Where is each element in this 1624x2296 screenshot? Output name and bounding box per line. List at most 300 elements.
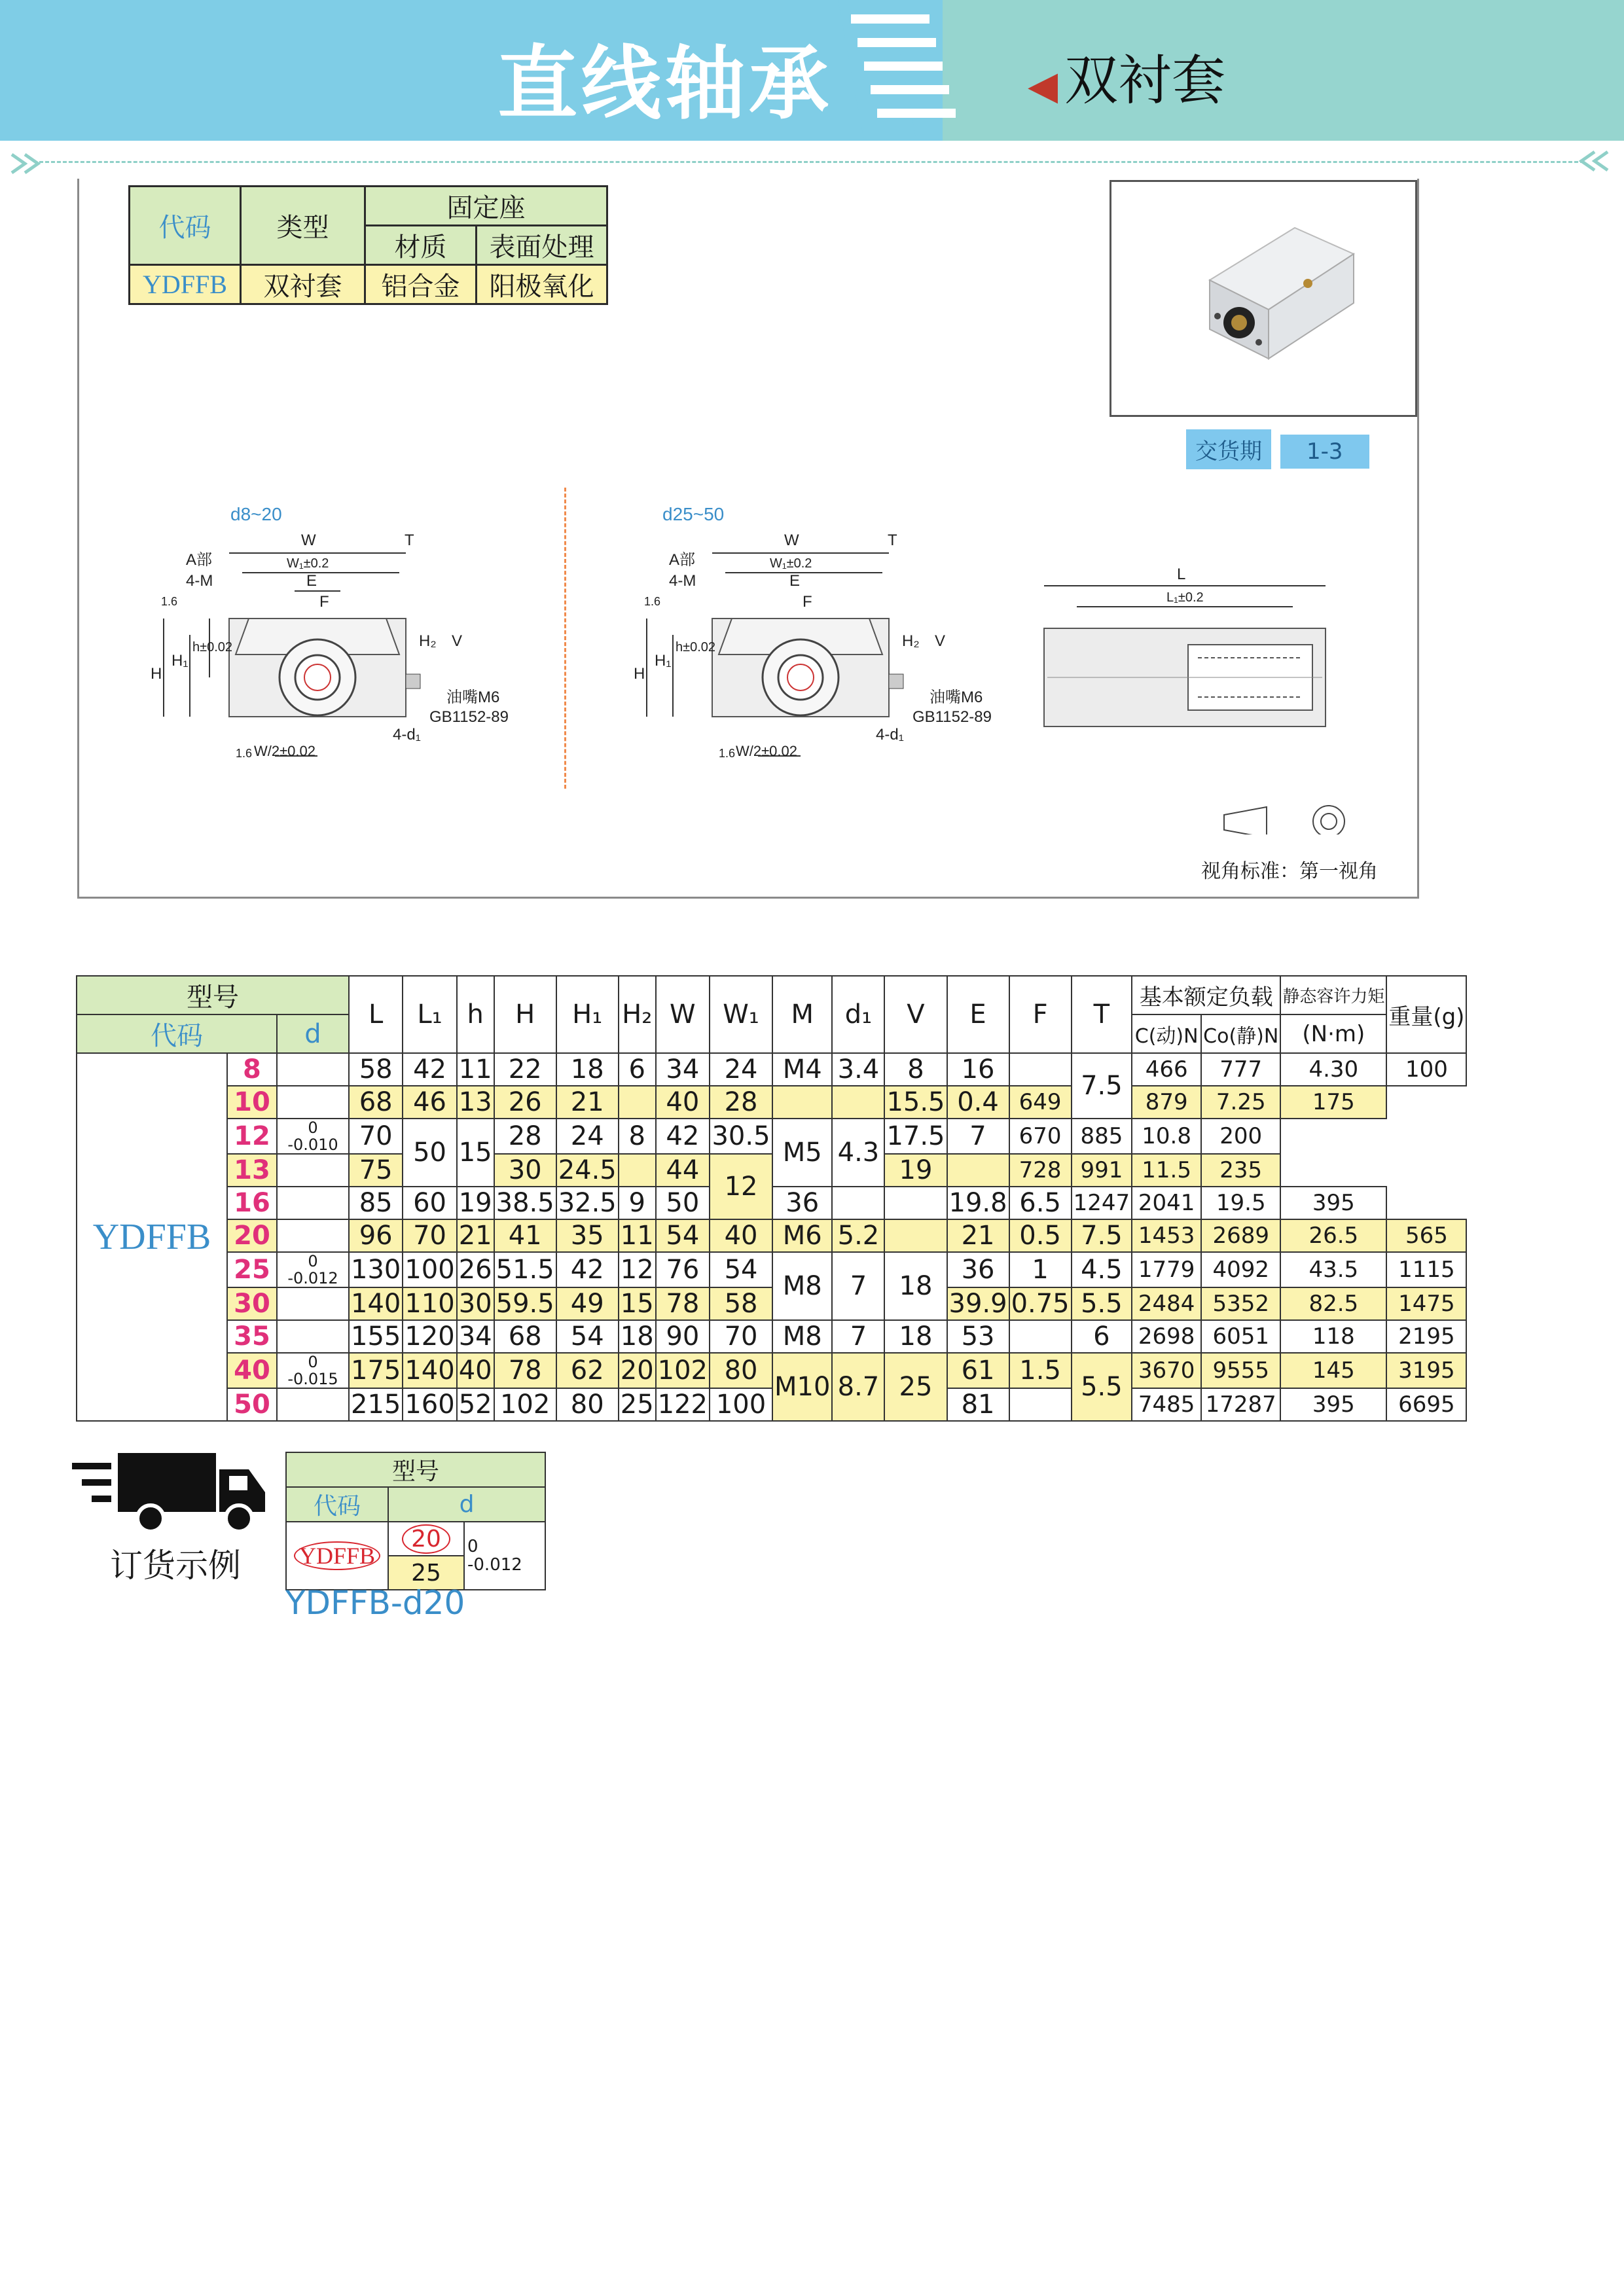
table-cell: 395 xyxy=(1280,1187,1386,1219)
th-d: d xyxy=(277,1014,349,1053)
table-cell: 24 xyxy=(556,1119,619,1154)
table-cell: 0.4 xyxy=(947,1086,1009,1119)
dim-W-half: W/2±0.02 xyxy=(254,743,316,759)
th-col: H₂ xyxy=(619,976,656,1053)
table-cell: 6695 xyxy=(1386,1388,1466,1421)
label-roughness: 1.6 xyxy=(161,595,178,608)
table-cell: 1247 xyxy=(1072,1187,1132,1219)
table-cell: 15.5 xyxy=(884,1086,947,1119)
table-cell: 44 xyxy=(656,1154,710,1187)
table-cell: 11.5 xyxy=(1132,1154,1201,1187)
table-cell: 7 xyxy=(947,1119,1009,1154)
table-cell: 49 xyxy=(556,1287,619,1320)
label-roughness-r2: 1.6 xyxy=(719,747,736,760)
table-cell xyxy=(1009,1388,1072,1421)
table-cell: 34 xyxy=(656,1053,710,1086)
table-cell: 40 xyxy=(710,1219,772,1252)
table-cell: 160 xyxy=(403,1388,456,1421)
th-col: d₁ xyxy=(832,976,884,1053)
table-cell: 50 xyxy=(403,1119,456,1187)
table-cell: M10 xyxy=(772,1353,832,1421)
order-d1 xyxy=(388,1522,464,1556)
order-code-value: YDFFB xyxy=(294,1541,380,1570)
order-d-header: d xyxy=(388,1487,545,1522)
order-tol-lower: -0.012 xyxy=(467,1555,522,1575)
table-cell: 10.8 xyxy=(1132,1119,1201,1154)
table-cell: 2484 xyxy=(1132,1287,1201,1320)
th-code: 代码 xyxy=(77,1014,277,1053)
dim-E-r: E xyxy=(789,572,801,590)
label-gb-r: GB1152-89 xyxy=(912,708,992,726)
table-cell: 54 xyxy=(710,1252,772,1287)
table-cell: 13 xyxy=(457,1086,494,1119)
table-cell: 19 xyxy=(457,1187,494,1219)
table-cell: 34 xyxy=(457,1320,494,1353)
d-cell: 8 xyxy=(227,1053,277,1086)
dim-E: E xyxy=(306,572,317,590)
table-cell: 53 xyxy=(947,1320,1009,1353)
table-cell: 649 xyxy=(1009,1086,1072,1119)
tol-lower: -0.010 xyxy=(287,1136,338,1154)
tolerance-cell xyxy=(277,1187,349,1219)
drawing-left xyxy=(151,504,509,760)
table-cell xyxy=(1009,1320,1072,1353)
label-M: 4-M xyxy=(186,572,213,590)
order-code xyxy=(286,1522,388,1590)
th-col: M xyxy=(772,976,832,1053)
table-cell: 24.5 xyxy=(556,1154,619,1187)
stripes-icon xyxy=(838,0,969,141)
table-cell: 4.3 xyxy=(832,1119,884,1187)
product-photo xyxy=(1110,180,1417,417)
d-cell: 30 xyxy=(227,1287,277,1320)
dim-V-r: V xyxy=(935,632,946,650)
bearing-block-image xyxy=(1111,182,1415,415)
table-cell: 7485 xyxy=(1132,1388,1201,1421)
table-row xyxy=(77,1320,1466,1353)
table-cell: 777 xyxy=(1201,1053,1280,1086)
table-cell: 6.5 xyxy=(1009,1187,1072,1219)
table-cell: 58 xyxy=(710,1287,772,1320)
drawing-separator xyxy=(564,488,566,789)
th-load: 基本额定负载 xyxy=(1132,976,1280,1014)
table-cell: 5.2 xyxy=(832,1219,884,1252)
spec-table xyxy=(128,185,608,305)
table-cell: 102 xyxy=(494,1388,556,1421)
table-cell: 80 xyxy=(710,1353,772,1388)
table-cell: 60 xyxy=(403,1187,456,1219)
dim-T: T xyxy=(405,531,414,549)
tolerance-cell xyxy=(277,1287,349,1320)
dim-F: F xyxy=(319,593,329,611)
table-cell: 7.5 xyxy=(1072,1053,1132,1119)
table-cell: 4.30 xyxy=(1280,1053,1386,1086)
table-cell: 100 xyxy=(403,1252,456,1287)
projection-label: 视角标准：第一视角 xyxy=(1201,860,1378,883)
table-cell: 4.5 xyxy=(1072,1252,1132,1287)
table-cell: 140 xyxy=(403,1353,456,1388)
table-cell: 4092 xyxy=(1201,1252,1280,1287)
table-cell: 41 xyxy=(494,1219,556,1252)
table-cell: 20 xyxy=(619,1353,656,1388)
table-cell: 1115 xyxy=(1386,1252,1466,1287)
label-A: A部 xyxy=(186,551,213,569)
table-cell: 54 xyxy=(656,1219,710,1252)
table-cell xyxy=(832,1086,884,1119)
table-cell: 18 xyxy=(556,1053,619,1086)
table-cell: 42 xyxy=(403,1053,456,1086)
order-model-header: 型号 xyxy=(286,1452,545,1487)
tolerance-cell xyxy=(277,1154,349,1187)
table-cell: 670 xyxy=(1009,1119,1072,1154)
spec-material: 铝合金 xyxy=(365,265,477,304)
table-cell: 78 xyxy=(494,1353,556,1388)
table-cell: 879 xyxy=(1132,1086,1201,1119)
table-cell: 2689 xyxy=(1201,1219,1280,1252)
table-cell: M5 xyxy=(772,1119,832,1187)
table-cell: 1 xyxy=(1009,1252,1072,1287)
th-col: H xyxy=(494,976,556,1053)
order-d2: 25 xyxy=(388,1556,464,1590)
spec-seat-header: 固定座 xyxy=(365,187,607,226)
th-col: W xyxy=(656,976,710,1053)
label-d1-r: 4-d₁ xyxy=(876,726,904,744)
table-cell: 130 xyxy=(349,1252,403,1287)
table-cell: 155 xyxy=(349,1320,403,1353)
table-cell: 30 xyxy=(457,1287,494,1320)
table-cell: 2041 xyxy=(1132,1187,1201,1219)
table-row xyxy=(77,1154,1466,1187)
tolerance-cell xyxy=(277,1219,349,1252)
table-cell: 58 xyxy=(349,1053,403,1086)
table-cell: 395 xyxy=(1280,1388,1386,1421)
label-gb: GB1152-89 xyxy=(429,708,509,726)
spec-surface-header: 表面处理 xyxy=(477,226,607,265)
dim-H1-r: H₁ xyxy=(655,652,672,670)
table-cell: 28 xyxy=(494,1119,556,1154)
table-cell: 26.5 xyxy=(1280,1219,1386,1252)
table-cell: 81 xyxy=(947,1388,1009,1421)
table-cell: 145 xyxy=(1280,1353,1386,1388)
table-cell: 2195 xyxy=(1386,1320,1466,1353)
order-code-header: 代码 xyxy=(286,1487,388,1522)
table-cell: 2698 xyxy=(1132,1320,1201,1353)
table-cell: 12 xyxy=(619,1252,656,1287)
table-cell: 9 xyxy=(619,1187,656,1219)
table-cell: 19.5 xyxy=(1201,1187,1280,1219)
table-cell: 9555 xyxy=(1201,1353,1280,1388)
table-cell: 122 xyxy=(656,1388,710,1421)
d-cell: 50 xyxy=(227,1388,277,1421)
table-cell: M8 xyxy=(772,1252,832,1320)
table-cell: M6 xyxy=(772,1219,832,1252)
th-nm: (N·m) xyxy=(1280,1014,1386,1053)
label-oil-r: 油嘴M6 xyxy=(929,689,983,706)
table-cell: 18 xyxy=(884,1252,947,1320)
table-cell xyxy=(884,1219,947,1252)
chevron-right-icon xyxy=(9,152,48,175)
table-cell: 38.5 xyxy=(494,1187,556,1219)
table-cell: 40 xyxy=(656,1086,710,1119)
table-cell: 90 xyxy=(656,1320,710,1353)
table-cell: 7 xyxy=(832,1320,884,1353)
table-cell: 1779 xyxy=(1132,1252,1201,1287)
table-cell xyxy=(884,1187,947,1219)
page-subtitle xyxy=(1028,38,1225,115)
left-range-label: d8~20 xyxy=(230,504,282,524)
table-row xyxy=(77,1086,1466,1119)
th-col: H₁ xyxy=(556,976,619,1053)
spec-type: 双衬套 xyxy=(241,265,365,304)
th-moment: 静态容许力矩 xyxy=(1280,976,1386,1014)
table-cell: 80 xyxy=(556,1388,619,1421)
table-cell: 5.5 xyxy=(1072,1353,1132,1421)
order-tol-upper: 0 xyxy=(467,1537,478,1556)
table-row xyxy=(77,1388,1466,1421)
table-cell: 7.5 xyxy=(1072,1219,1132,1252)
dim-W-half-r: W/2±0.02 xyxy=(736,743,798,759)
table-cell xyxy=(832,1187,884,1219)
table-cell: 25 xyxy=(884,1353,947,1421)
dim-T-r: T xyxy=(888,531,897,549)
table-cell: 26 xyxy=(457,1252,494,1287)
table-cell: 46 xyxy=(403,1086,456,1119)
table-cell: 42 xyxy=(656,1119,710,1154)
table-cell: 7.25 xyxy=(1201,1086,1280,1119)
table-cell: 96 xyxy=(349,1219,403,1252)
table-cell: 0.5 xyxy=(1009,1219,1072,1252)
tolerance-cell xyxy=(277,1252,349,1287)
spec-code-header: 代码 xyxy=(130,187,241,265)
table-cell: 100 xyxy=(1386,1053,1466,1086)
order-example-code: YDFFB-d20 xyxy=(285,1584,465,1622)
table-row xyxy=(77,1119,1466,1154)
code-cell: YDFFB xyxy=(77,1053,227,1421)
spec-material-header: 材质 xyxy=(365,226,477,265)
table-cell: 118 xyxy=(1280,1320,1386,1353)
table-cell: 68 xyxy=(494,1320,556,1353)
table-row xyxy=(77,1287,1466,1320)
label-M-r: 4-M xyxy=(669,572,696,590)
tolerance-cell xyxy=(277,1053,349,1086)
table-cell: 991 xyxy=(1072,1154,1132,1187)
table-cell: 22 xyxy=(494,1053,556,1086)
table-row xyxy=(77,1219,1466,1252)
order-table xyxy=(285,1452,546,1590)
dim-W1: W₁±0.2 xyxy=(287,556,329,571)
table-cell: 36 xyxy=(947,1252,1009,1287)
table-cell: 35 xyxy=(556,1219,619,1252)
table-cell: 42 xyxy=(556,1252,619,1287)
arrow-left-icon: ◀ xyxy=(1028,63,1058,109)
dim-W1-r: W₁±0.2 xyxy=(770,556,812,571)
label-roughness-2: 1.6 xyxy=(236,747,253,760)
th-col: L₁ xyxy=(403,976,456,1053)
table-cell: 59.5 xyxy=(494,1287,556,1320)
table-cell: 565 xyxy=(1386,1219,1466,1252)
table-cell: 110 xyxy=(403,1287,456,1320)
table-cell: 62 xyxy=(556,1353,619,1388)
spec-type-header: 类型 xyxy=(241,187,365,265)
truck-icon xyxy=(72,1446,268,1538)
table-cell: 39.9 xyxy=(947,1287,1009,1320)
table-cell: 3.4 xyxy=(832,1053,884,1086)
tolerance-cell xyxy=(277,1353,349,1388)
table-cell: 8.7 xyxy=(832,1353,884,1421)
dim-H: H xyxy=(151,665,162,683)
table-row xyxy=(77,1252,1466,1287)
table-cell: 82.5 xyxy=(1280,1287,1386,1320)
table-cell: 1.5 xyxy=(1009,1353,1072,1388)
d-cell: 25 xyxy=(227,1252,277,1287)
th-col: F xyxy=(1009,976,1072,1053)
table-cell: 70 xyxy=(403,1219,456,1252)
tolerance-cell xyxy=(277,1119,349,1154)
table-cell: 32.5 xyxy=(556,1187,619,1219)
table-cell xyxy=(619,1086,656,1119)
table-cell xyxy=(619,1154,656,1187)
table-cell: 40 xyxy=(457,1353,494,1388)
table-cell: 16 xyxy=(947,1053,1009,1086)
dim-F-r: F xyxy=(803,593,812,611)
table-cell: 75 xyxy=(349,1154,403,1187)
tol-upper: 0 xyxy=(308,1252,318,1270)
d-cell: 40 xyxy=(227,1353,277,1388)
table-cell: 54 xyxy=(556,1320,619,1353)
tol-upper: 0 xyxy=(308,1119,318,1137)
table-cell: 12 xyxy=(710,1154,772,1219)
label-d1: 4-d₁ xyxy=(393,726,421,744)
table-cell: 17.5 xyxy=(884,1119,947,1154)
d-cell: 12 xyxy=(227,1119,277,1154)
table-cell: 18 xyxy=(884,1320,947,1353)
table-cell: 21 xyxy=(947,1219,1009,1252)
table-cell: 885 xyxy=(1072,1119,1132,1154)
table-cell: 21 xyxy=(457,1219,494,1252)
table-cell: 19.8 xyxy=(947,1187,1009,1219)
th-col: W₁ xyxy=(710,976,772,1053)
table-row xyxy=(77,1053,1466,1086)
tol-lower: -0.015 xyxy=(287,1370,338,1388)
table-cell: 21 xyxy=(556,1086,619,1119)
order-d1-value: 20 xyxy=(402,1524,450,1554)
table-cell: M8 xyxy=(772,1320,832,1353)
table-cell: 6051 xyxy=(1201,1320,1280,1353)
table-cell: 30.5 xyxy=(710,1119,772,1154)
table-cell: 24 xyxy=(710,1053,772,1086)
table-cell: 52 xyxy=(457,1388,494,1421)
table-cell: 175 xyxy=(1280,1086,1386,1119)
table-cell: 215 xyxy=(349,1388,403,1421)
table-cell: 466 xyxy=(1132,1053,1201,1086)
th-weight: 重量(g) xyxy=(1386,976,1466,1053)
table-cell: 51.5 xyxy=(494,1252,556,1287)
table-cell xyxy=(947,1154,1009,1187)
table-cell: 61 xyxy=(947,1353,1009,1388)
spec-code: YDFFB xyxy=(130,265,241,304)
table-cell: 8 xyxy=(619,1119,656,1154)
th-col: L xyxy=(349,976,403,1053)
order-tol xyxy=(464,1522,545,1590)
th-co: Co(静)N xyxy=(1201,1014,1280,1053)
lead-time xyxy=(1186,429,1379,469)
tolerance-cell xyxy=(277,1320,349,1353)
table-cell: 25 xyxy=(619,1388,656,1421)
spec-surface: 阳极氧化 xyxy=(477,265,607,304)
subtitle-text: 双衬套 xyxy=(1064,50,1226,112)
drawing-side xyxy=(1044,565,1326,726)
drawing-right xyxy=(634,504,992,760)
table-cell: 76 xyxy=(656,1252,710,1287)
table-cell: 11 xyxy=(619,1219,656,1252)
table-cell: 200 xyxy=(1201,1119,1280,1154)
table-cell: 1453 xyxy=(1132,1219,1201,1252)
table-cell: 43.5 xyxy=(1280,1252,1386,1287)
dim-W-r: W xyxy=(784,531,799,549)
d-cell: 16 xyxy=(227,1187,277,1219)
technical-drawing xyxy=(144,494,1388,834)
table-cell: M4 xyxy=(772,1053,832,1086)
dim-V: V xyxy=(452,632,463,650)
dim-H2-r: H₂ xyxy=(902,632,920,650)
right-range-label: d25~50 xyxy=(662,504,725,524)
table-cell: 120 xyxy=(403,1320,456,1353)
label-oil: 油嘴M6 xyxy=(446,689,500,706)
dim-L: L xyxy=(1177,565,1186,583)
table-cell: 0.75 xyxy=(1009,1287,1072,1320)
table-cell: 6 xyxy=(619,1053,656,1086)
th-col: E xyxy=(947,976,1009,1053)
table-cell: 8 xyxy=(884,1053,947,1086)
lead-time-label: 交货期 xyxy=(1186,429,1271,469)
table-cell: 18 xyxy=(619,1320,656,1353)
d-cell: 35 xyxy=(227,1320,277,1353)
table-cell: 235 xyxy=(1201,1154,1280,1187)
lead-time-value: 1-3 xyxy=(1280,435,1369,469)
dim-W: W xyxy=(301,531,316,549)
table-row xyxy=(77,1353,1466,1388)
d-cell: 13 xyxy=(227,1154,277,1187)
d-cell: 10 xyxy=(227,1086,277,1119)
page-header xyxy=(0,0,1624,141)
table-cell: 30 xyxy=(494,1154,556,1187)
table-cell: 85 xyxy=(349,1187,403,1219)
table-cell xyxy=(772,1086,832,1119)
th-c: C(动)N xyxy=(1132,1014,1201,1053)
table-cell: 78 xyxy=(656,1287,710,1320)
projection-symbol xyxy=(1224,806,1344,834)
table-cell: 728 xyxy=(1009,1154,1072,1187)
table-cell: 50 xyxy=(656,1187,710,1219)
table-cell: 7 xyxy=(832,1252,884,1320)
table-cell xyxy=(1009,1053,1072,1086)
th-col: h xyxy=(457,976,494,1053)
table-cell: 19 xyxy=(884,1154,947,1187)
th-col: V xyxy=(884,976,947,1053)
table-cell: 17287 xyxy=(1201,1388,1280,1421)
table-cell: 3670 xyxy=(1132,1353,1201,1388)
tol-upper: 0 xyxy=(308,1353,318,1371)
d-cell: 20 xyxy=(227,1219,277,1252)
table-cell: 28 xyxy=(710,1086,772,1119)
table-cell: 5352 xyxy=(1201,1287,1280,1320)
table-cell: 15 xyxy=(457,1119,494,1187)
table-cell: 11 xyxy=(457,1053,494,1086)
table-cell: 6 xyxy=(1072,1320,1132,1353)
table-cell: 100 xyxy=(710,1388,772,1421)
page-title: 直线轴承 xyxy=(497,37,833,130)
table-cell: 1475 xyxy=(1386,1287,1466,1320)
